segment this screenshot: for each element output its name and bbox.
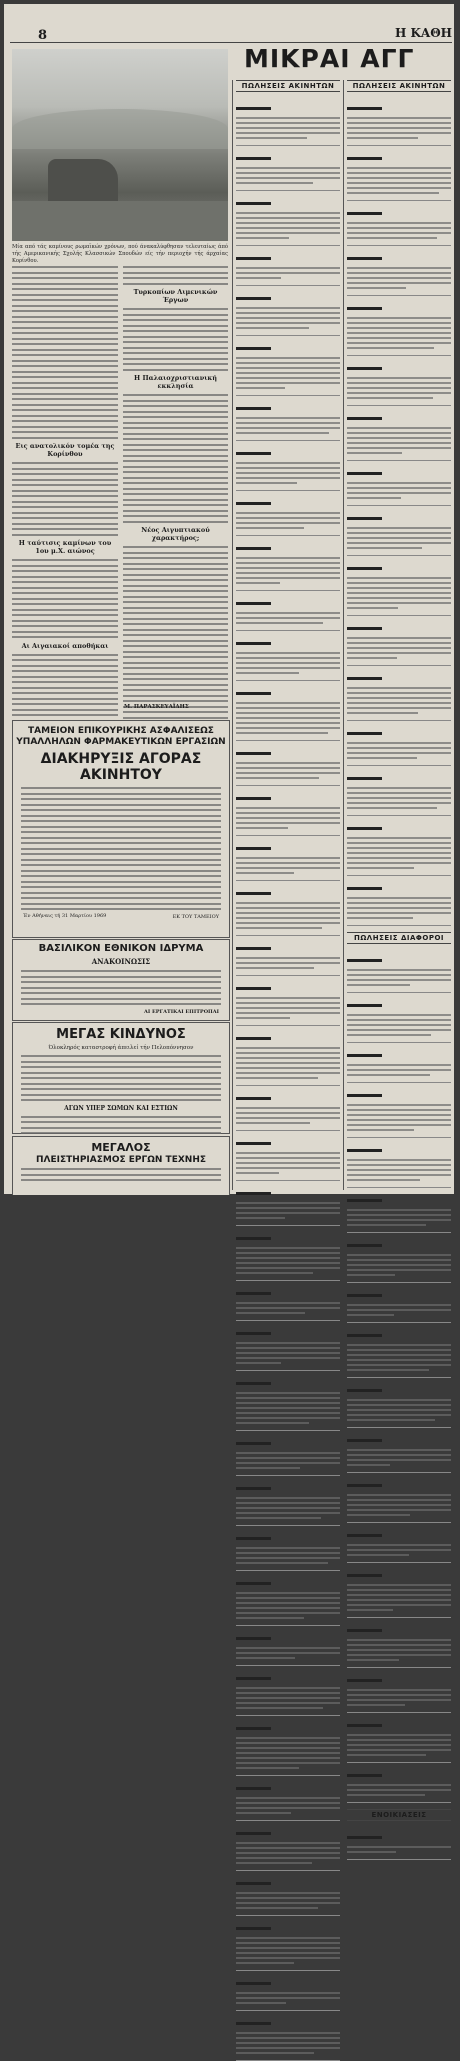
fund-title-line1: ΤΑΜΕΙΟΝ ΕΠΙΚΟΥΡΙΚΗΣ ΑΣΦΑΛΙΣΕΩΣ	[28, 726, 214, 736]
article-subhead: Τυρκοπίων Λιμενικών Έργων	[133, 288, 218, 304]
classified-entry	[347, 1473, 451, 1523]
article-subhead: Εις ανατολικόν τομέα της Κορίνθου	[15, 442, 115, 458]
fund-title-line2: ΥΠΑΛΛΗΛΩΝ ΦΑΡΜΑΚΕΥΤΙΚΩΝ ΕΡΓΑΣΙΩΝ	[16, 737, 226, 747]
classified-entry	[347, 1523, 451, 1563]
danger-body	[13, 1051, 229, 1101]
classified-entry	[236, 246, 340, 286]
classified-entry	[347, 201, 451, 246]
classified-entry	[347, 1763, 451, 1803]
classified-entry	[347, 1563, 451, 1618]
classified-entry	[236, 1716, 340, 1776]
classified-entry	[347, 1668, 451, 1713]
classified-entry	[347, 721, 451, 766]
classified-entry	[347, 1188, 451, 1233]
column-divider	[232, 80, 233, 1190]
classified-entry	[236, 1321, 340, 1371]
classified-entry	[236, 1871, 340, 1916]
fund-date: Έν Αθήναις τή 31 Μαρτίου 1969	[23, 912, 107, 919]
classified-entry	[236, 1371, 340, 1431]
classified-entry	[236, 1181, 340, 1226]
classified-entry	[236, 1821, 340, 1871]
classified-entry	[347, 766, 451, 816]
classified-entry	[347, 461, 451, 506]
classified-entry	[236, 741, 340, 786]
classified-entry	[236, 1476, 340, 1526]
classifieds-header: ΠΩΛΗΣΕΙΣ ΑΚΙΝΗΤΩΝ	[347, 80, 451, 92]
classified-entry	[236, 1916, 340, 1971]
classified-entry	[236, 1571, 340, 1626]
article-subhead: Νέος Αιγυπτιακού χαρακτήρος;	[141, 526, 210, 542]
foundation-title: ΒΑΣΙΛΙΚΟΝ ΕΘΝΙΚΟΝ ΙΔΡΥΜΑ	[38, 943, 204, 954]
classified-entry	[236, 1026, 340, 1086]
classified-entry	[347, 1083, 451, 1138]
foundation-announcement-ad	[12, 939, 230, 1021]
fund-title-line3: ΔΙΑΚΗΡΥΞΙΣ ΑΓΟΡΑΣ ΑΚΙΝΗΤΟΥ	[40, 751, 202, 783]
classified-entry	[236, 336, 340, 396]
photo-ground	[12, 201, 228, 241]
classified-entry	[236, 191, 340, 246]
classified-entry	[347, 96, 451, 146]
article-subhead: Αι Αιγαιακοί αποθήκαι	[21, 641, 109, 650]
classified-entry	[236, 96, 340, 146]
classified-entry	[347, 506, 451, 556]
classifieds-header: ΕΝΟΙΚΙΑΣΕΙΣ	[347, 1809, 451, 1821]
top-rule	[10, 42, 452, 43]
auction-title-line2: ΠΛΕΙΣΤΗΡΙΑΣΜΟΣ ΕΡΓΩΝ ΤΕΧΝΗΣ	[36, 1155, 206, 1165]
classified-entry	[347, 1043, 451, 1083]
classified-entry	[236, 1776, 340, 1821]
classified-entry	[236, 681, 340, 741]
fund-signature: ΕΚ ΤΟΥ ΤΑΜΕΙΟΥ	[172, 913, 219, 920]
auction-announcement-ad	[12, 1136, 230, 1195]
classified-entry	[347, 296, 451, 356]
classified-entries	[347, 96, 451, 926]
classified-entry	[236, 1626, 340, 1666]
article-column-right	[123, 266, 228, 696]
paper-name: Η ΚΑΘΗ	[394, 26, 452, 40]
classified-entry	[236, 491, 340, 536]
classified-entry	[236, 1526, 340, 1571]
classified-entry	[347, 1233, 451, 1283]
auction-title-line1: ΜΕΓΑΛΟΣ	[91, 1141, 151, 1154]
classified-entry	[236, 1131, 340, 1181]
newspaper-page	[4, 4, 454, 1819]
classified-entry	[347, 1378, 451, 1428]
classified-entry	[236, 936, 340, 976]
classifieds-column-2	[347, 80, 451, 1819]
classified-entry	[236, 976, 340, 1026]
classified-entry	[236, 1971, 340, 2011]
photo-kiln-ruin	[48, 159, 118, 205]
article-photo	[12, 49, 228, 241]
classified-entry	[347, 816, 451, 876]
classified-entry	[236, 146, 340, 191]
classified-entry	[347, 1323, 451, 1378]
classified-entry	[347, 1138, 451, 1188]
danger-announcement-ad	[12, 1022, 230, 1134]
classified-entry	[236, 396, 340, 441]
classified-entry	[347, 146, 451, 201]
section-headline: ΜΙΚΡΑΙ ΑΓΓ	[244, 44, 415, 73]
column-divider	[343, 80, 344, 1190]
classified-entry	[347, 1713, 451, 1763]
article-subhead: Η ταύτισις καμίνων του 1ου μ.Χ. αιώνος	[18, 539, 112, 555]
classifieds-column-1	[236, 80, 340, 1190]
foundation-subtitle: ΑΝΑΚΟΙΝΩΣΙΣ	[91, 957, 151, 966]
danger-title: ΜΕΓΑΣ ΚΙΝΔΥΝΟΣ	[56, 1027, 186, 1042]
classified-entry	[236, 441, 340, 491]
classified-entry	[347, 1618, 451, 1668]
classifieds-header: ΠΩΛΗΣΕΙΣ ΑΚΙΝΗΤΩΝ	[236, 80, 340, 92]
classified-entry	[236, 786, 340, 836]
classified-entries	[347, 948, 451, 1803]
classified-entry	[347, 948, 451, 993]
classified-entry	[236, 1431, 340, 1476]
classified-entry	[236, 286, 340, 336]
foundation-body	[13, 966, 229, 1005]
classified-entries	[347, 1825, 451, 1860]
article-column-left	[12, 266, 118, 696]
classified-entry	[347, 993, 451, 1043]
classified-entry	[347, 616, 451, 666]
classified-entry	[236, 631, 340, 681]
article-byline: Μ. ΠΑΡΑΣΚΕΥΑΪΔΗΣ	[124, 704, 189, 710]
classified-entry	[347, 1428, 451, 1473]
danger-subtitle: Όλοκληρός καταστροφή άπειλεί τήν Πελοπόννησον	[48, 1045, 194, 1051]
photo-hill	[12, 109, 228, 149]
classified-entry	[347, 876, 451, 926]
classified-entry	[236, 591, 340, 631]
classified-entries	[236, 96, 340, 2061]
fund-body	[13, 783, 229, 910]
classified-entry	[236, 2011, 340, 2061]
classified-entry	[236, 1281, 340, 1321]
page-number: 8	[38, 28, 48, 43]
classified-entry	[236, 1086, 340, 1131]
classified-entry	[347, 246, 451, 296]
classified-entry	[236, 836, 340, 881]
classified-entry	[236, 536, 340, 591]
classified-entry	[347, 666, 451, 721]
danger-footer: ΑΓΩΝ ΥΠΕΡ ΣΩΜΩΝ ΚΑΙ ΕΣΤΙΩΝ	[64, 1104, 178, 1112]
classified-entry	[347, 1283, 451, 1323]
fund-announcement-ad	[12, 720, 230, 938]
article-subhead: Η Παλαιοχριστιανική εκκλησία	[134, 374, 217, 390]
foundation-footer: ΑΙ ΕΡΓΑΤΙΚΑΙ ΕΠΙΤΡΟΠΑΙ	[144, 1008, 219, 1015]
classified-entry	[236, 881, 340, 936]
photo-caption: Μία από τάς καμίνους ρωμαϊκών χρόνων, πού άνακαλύφθησαν τελευταίως άπό τής Αμερικανικής Σχολής Κλασσικών Σπουδών είς τήν περιοχήν τής άρχαίας Κορίνθου.	[12, 244, 228, 264]
classifieds-header: ΠΩΛΗΣΕΙΣ ΔΙΑΦΟΡΟΙ	[347, 932, 451, 944]
classified-entry	[347, 406, 451, 461]
classified-entry	[236, 1226, 340, 1281]
classified-entry	[347, 1825, 451, 1860]
classified-entry	[236, 1666, 340, 1716]
classified-entry	[347, 556, 451, 616]
classified-entry	[347, 356, 451, 406]
